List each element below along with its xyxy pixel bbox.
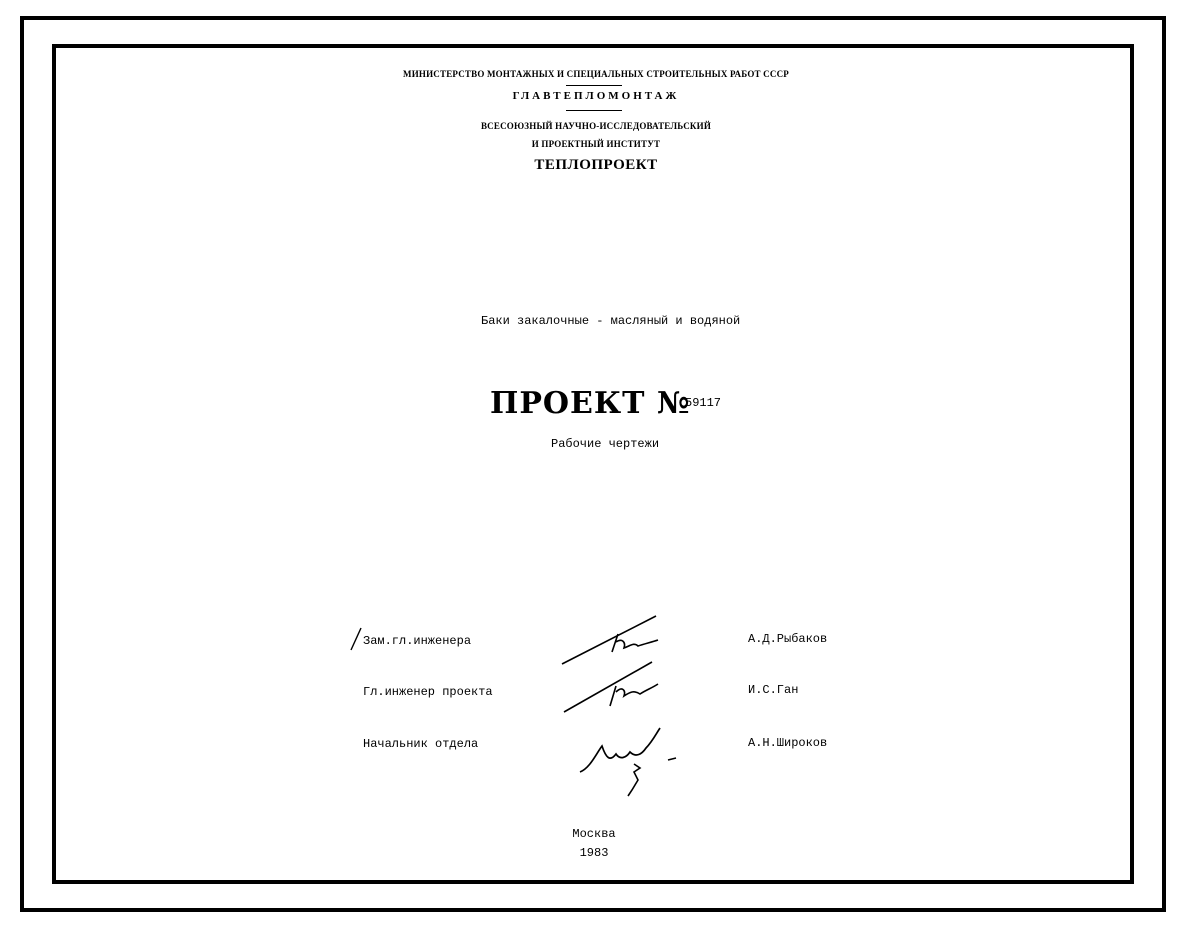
signatory-position-1: Зам.гл.инженера (363, 634, 472, 648)
footer-city: Москва (572, 827, 616, 841)
slash-mark (348, 626, 364, 652)
header-rule-bottom (566, 110, 622, 111)
signature-shirokov (572, 724, 692, 800)
document-subtitle: Рабочие чертежи (551, 437, 660, 451)
signatory-name-3: А.Н.Широков (748, 736, 828, 750)
institute-line-2: И ПРОЕКТНЫЙ ИНСТИТУТ (531, 139, 661, 149)
glavk-title: ГЛАВТЕПЛОМОНТАЖ (512, 90, 680, 102)
signatory-name-1: А.Д.Рыбаков (748, 632, 828, 646)
ministry-title: МИНИСТЕРСТВО МОНТАЖНЫХ И СПЕЦИАЛЬНЫХ СТРОИТЕЛЬНЫХ РАБОТ СССР (403, 69, 789, 79)
project-label: ПРОЕКТ № (490, 386, 691, 421)
signature-gan (560, 660, 670, 716)
project-number: 59117 (685, 396, 722, 410)
signatory-position-3: Начальник отдела (363, 737, 479, 751)
signatory-position-2: Гл.инженер проекта (363, 685, 493, 699)
footer-year: 1983 (579, 846, 609, 860)
header-rule-top (566, 85, 622, 86)
institute-line-1: ВСЕСОЮЗНЫЙ НАУЧНО-ИССЛЕДОВАТЕЛЬСКИЙ (480, 121, 712, 131)
signatory-name-2: И.С.Ган (748, 683, 799, 697)
document-subject: Баки закалочные - масляный и водяной (481, 314, 741, 328)
institute-name: ТЕПЛОПРОЕКТ (534, 157, 658, 173)
